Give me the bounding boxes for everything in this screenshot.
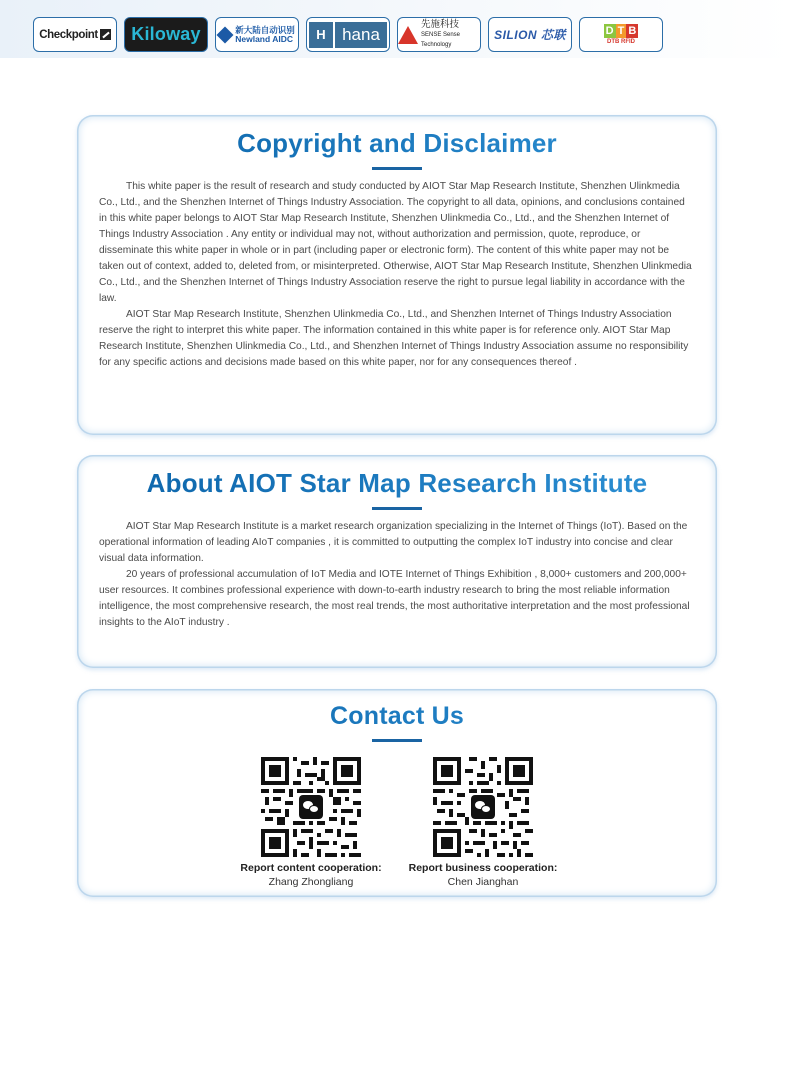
title-divider [372, 167, 422, 170]
sense-triangle-icon [398, 26, 418, 44]
dtb-letter-blocks-icon [604, 24, 639, 38]
wechat-icon [471, 795, 495, 819]
logo-silion [488, 17, 572, 52]
contact-item-business [408, 757, 558, 888]
contact-item-content [236, 757, 386, 888]
logo-text-en: Newland AIDC [235, 33, 294, 44]
copyright-title: Copyright and Disclaimer [77, 115, 717, 159]
logo-text: SILION 芯联 [494, 28, 566, 42]
wechat-icon [299, 795, 323, 819]
logo-dtb-rfid [579, 17, 663, 52]
checkpoint-mark-icon [100, 29, 111, 40]
newland-diamond-icon [217, 26, 234, 43]
logo-text: Checkpoint [39, 28, 98, 41]
contact-card [77, 689, 717, 897]
logo-text-cn: 先施科技 [421, 18, 460, 30]
logo-text-cn: 新大陆自动识别 [235, 24, 295, 35]
about-title: About AIOT Star Map Research Institute [77, 455, 717, 499]
contact-label: Report business cooperation: [408, 862, 558, 874]
logo-text-block [421, 20, 480, 50]
hana-h-icon: H [309, 22, 333, 48]
contact-qr-row [77, 757, 717, 888]
about-card [77, 455, 717, 668]
logo-text-en: SENSE Sense Technology [421, 31, 461, 48]
title-divider [372, 507, 422, 510]
copyright-paragraph: This white paper is the result of research and study conducted by AIOT Star Map Research Institute, Shenzhen Ulinkmedia Co., Ltd., and the Shenzhen Internet of Things Industry Association. The copyright to all data, opinions, and conclusions contained in this white paper belongs to AIOT Star Map Research Institute, Shenzhen Ulinkmedia Co., Ltd., and the Shenzhen Internet of Things Industry Association . Any entity or individual may not, without authorization and permission, quote, reproduce, or disseminate this white paper in whole or in part (including paper or electronic form). The content of this white paper may not be taken out of context, added to, deleted from, or misinterpreted. Otherwise, AIOT Star Map Research Institute, Shenzhen Ulinkmedia Co., Ltd., and the Shenzhen Internet of Things Industry Association reserve the right to pursue legal liability in accordance with the law. [99, 180, 692, 304]
logo-hana [306, 17, 390, 52]
logo-sense-technology [397, 17, 481, 52]
wechat-qr-code-icon[interactable] [261, 757, 361, 857]
contact-title: Contact Us [77, 689, 717, 731]
logo-newland-aidc [215, 17, 299, 52]
contact-name: Zhang Zhongliang [268, 876, 354, 888]
dtb-letter-t: T [617, 25, 625, 37]
logo-kiloway [124, 17, 208, 52]
title-divider [372, 739, 422, 742]
logo-text-block [235, 26, 295, 44]
about-paragraph: 20 years of professional accumulation of IoT Media and IOTE Internet of Things Exhibition , 8,000+ customers and 200,000+ user resources. It combines professional experience with down-to-earth industry research to bring the most reliable information intelligence, the most comprehensive research, the most real trends, the most authoritative interpretation and the most professional insights to the AIoT industry . [99, 568, 690, 628]
partner-logos [33, 17, 663, 52]
logo-text: Kiloway [131, 24, 201, 44]
disclaimer-paragraph: AIOT Star Map Research Institute, Shenzhen Ulinkmedia Co., Ltd., and Shenzhen Internet of Things Industry Association reserve the right to interpret this white paper. The information contained in this white paper is for reference only. AIOT Star Map Research Institute, Shenzhen Ulinkmedia Co., Ltd., and Shenzhen Internet of Things Industry Association assume no responsibility for any specific actions and decisions made based on this white paper, nor for any consequences thereof . [99, 308, 689, 368]
wechat-qr-code-icon[interactable] [433, 757, 533, 857]
copyright-card [77, 115, 717, 435]
about-paragraph: AIOT Star Map Research Institute is a market research organization specializing in the Internet of Things (IoT). Based on the operational information of leading AIoT companies , it is committed to outputting the complex IoT industry into concise and clear visual data information. [99, 520, 688, 564]
dtb-letter-b: B [628, 25, 637, 37]
logo-text: hana [335, 22, 387, 48]
logo-caption: DTB RFID [607, 39, 635, 45]
contact-name: Chen Jianghan [447, 876, 519, 888]
logo-checkpoint [33, 17, 117, 52]
partner-logo-strip [0, 0, 793, 58]
dtb-letter-d: D [605, 25, 614, 37]
contact-label: Report content cooperation: [240, 862, 382, 874]
